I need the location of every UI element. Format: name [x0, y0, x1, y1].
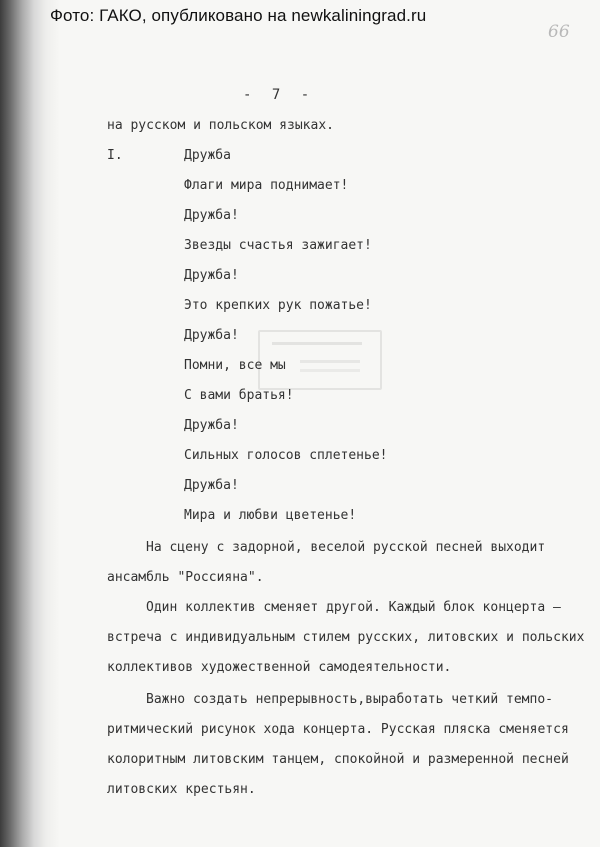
poem-line: Дружба!	[184, 268, 239, 283]
paragraph-line: ритмический рисунок хода концерта. Русская пляска сменяется	[107, 722, 569, 737]
paragraph-line: литовских крестьян.	[107, 782, 256, 797]
poem-line: Это крепких рук пожатье!	[184, 298, 372, 313]
poem-line: Мира и любви цветенье!	[184, 508, 357, 523]
poem-line: Дружба	[184, 148, 231, 163]
paragraph-line: коллективов художественной самодеятельности.	[107, 660, 452, 675]
paragraph-line: Важно создать непрерывность,выработать четкий темпо-	[146, 692, 553, 707]
paragraph-line: встреча с индивидуальным стилем русских, литовских и польских	[107, 630, 585, 645]
poem-line: Сильных голосов сплетенье!	[184, 448, 388, 463]
poem-line: С вами братья!	[184, 388, 294, 403]
poem-line: Флаги мира поднимает!	[184, 178, 349, 193]
poem-line: Помни, все мы	[184, 358, 286, 373]
photo-watermark: Фото: ГАКО, опубликовано на newkaliningrad.ru	[50, 6, 427, 25]
poem-line: Звезды счастья зажигает!	[184, 238, 372, 253]
section-number: I.	[107, 148, 123, 163]
paragraph-line: ансамбль "Россияна".	[107, 570, 264, 585]
poem-line: Дружба!	[184, 328, 239, 343]
page-number: - 7 -	[243, 87, 310, 103]
poem-line: Дружба!	[184, 208, 239, 223]
poem-line: Дружба!	[184, 478, 239, 493]
text-line: на русском и польском языках.	[107, 118, 334, 133]
poem-line: Дружба!	[184, 418, 239, 433]
paragraph-line: колоритным литовским танцем, спокойной и размеренной песней	[107, 752, 569, 767]
paragraph-line: Один коллектив сменяет другой. Каждый блок концерта –	[146, 600, 561, 615]
paragraph-line: На сцену с задорной, веселой русской песней выходит	[146, 540, 546, 555]
handwritten-page-number: 66	[548, 22, 570, 42]
